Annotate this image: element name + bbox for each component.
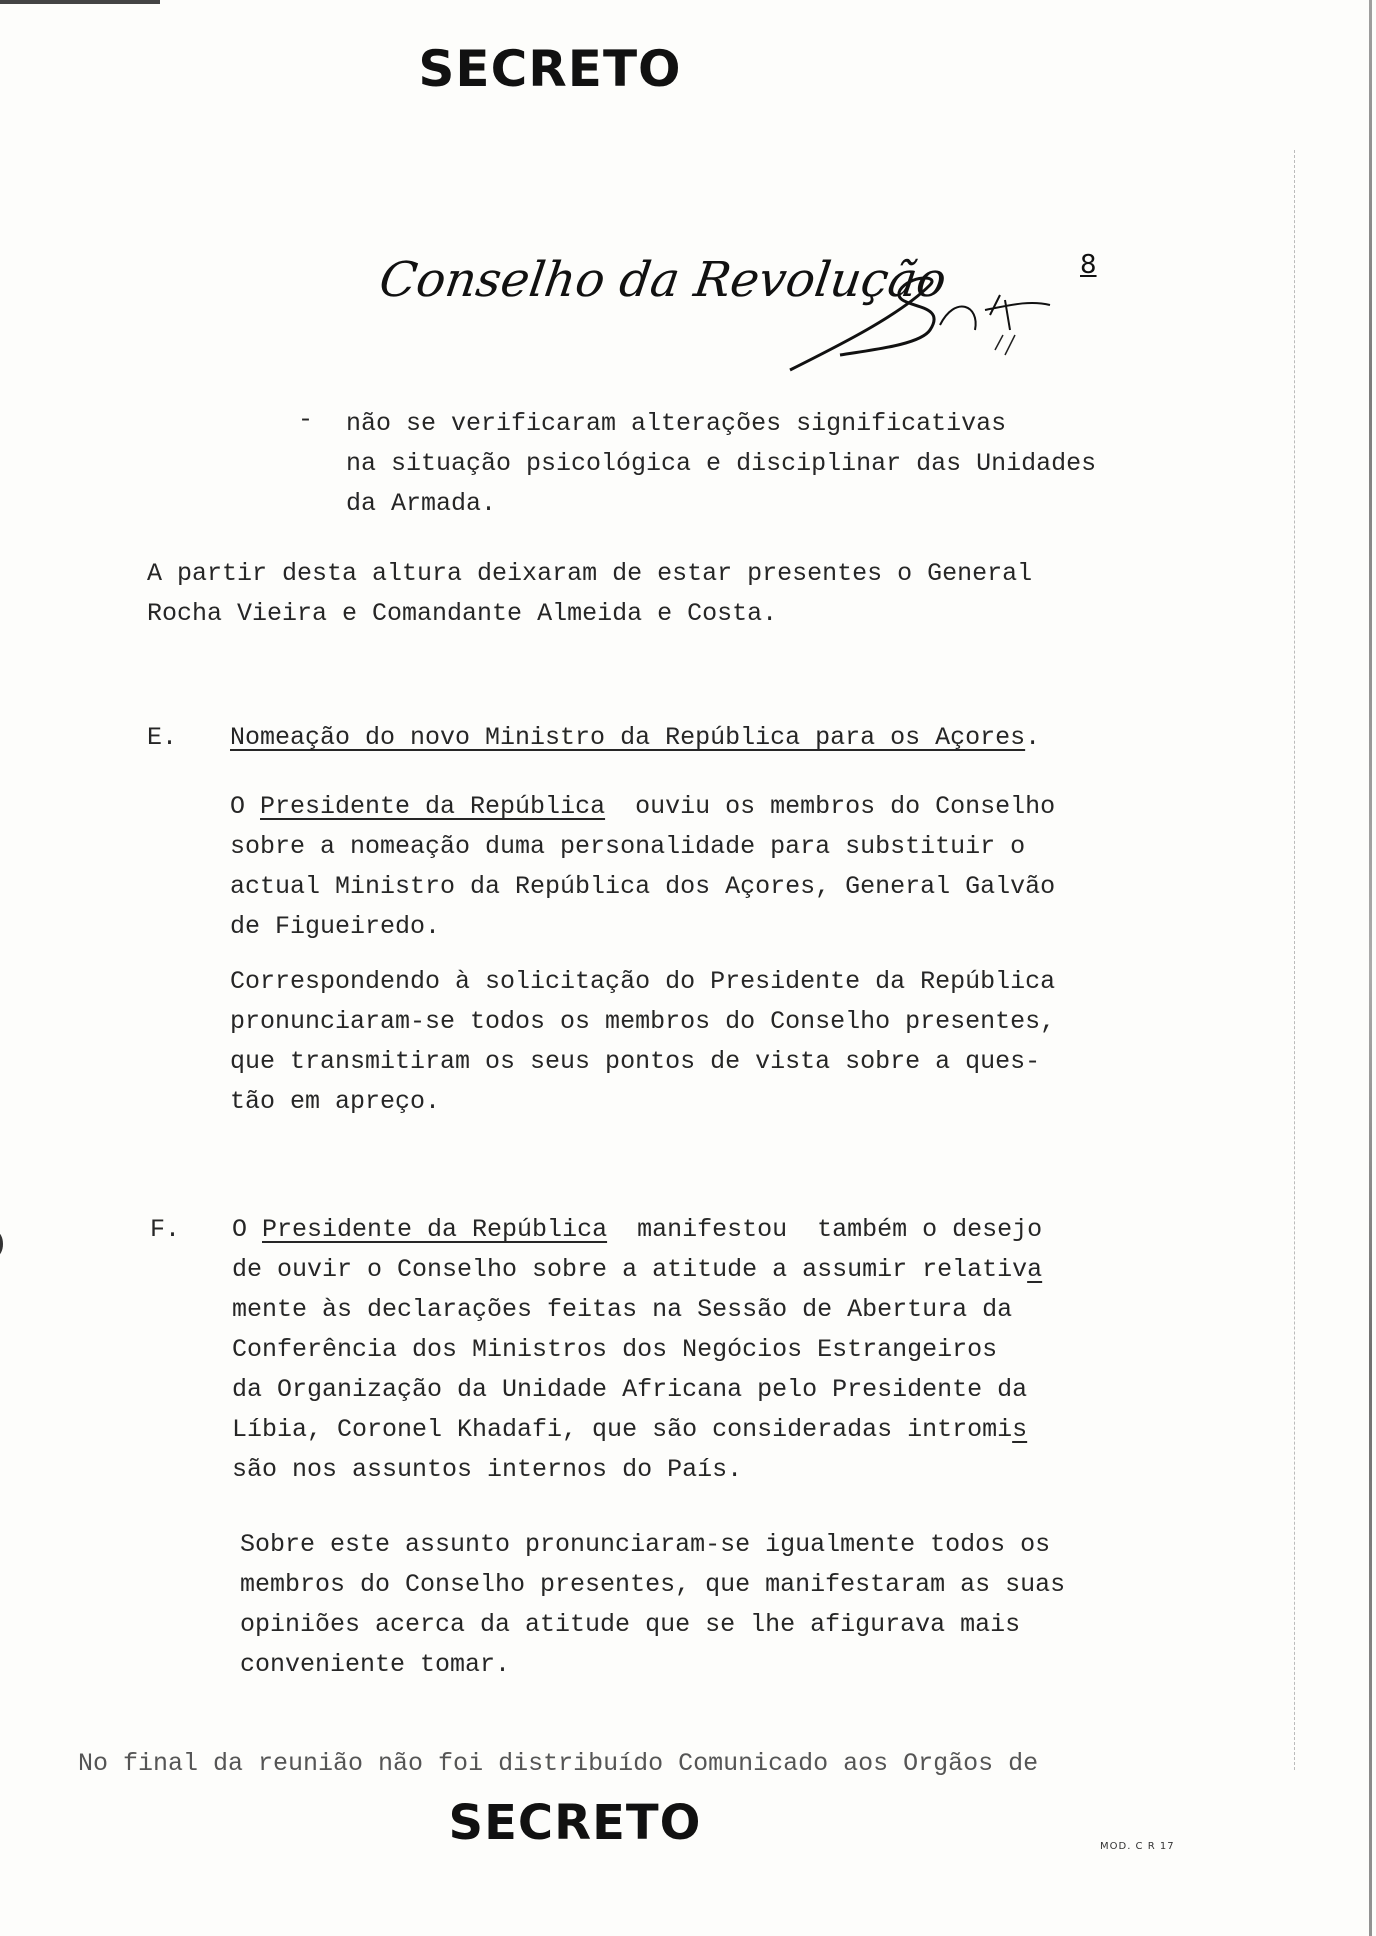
section-e-p1-line-3: actual Ministro da República dos Açores, General Galvão: [230, 872, 1056, 901]
section-f-p2-line-4: conveniente tomar.: [240, 1650, 511, 1679]
closing-line: No final da reunião não foi distribuído Comunicado aos Orgãos de: [78, 1749, 1039, 1778]
section-f-p1-underlined: Presidente da República: [262, 1215, 608, 1244]
classification-stamp-top: SECRETO: [418, 40, 682, 98]
scan-artifact-top: [0, 0, 160, 4]
section-f-p1-prefix: O: [232, 1215, 263, 1244]
page-number: 8: [1080, 250, 1097, 280]
bullet-line-2: na situação psicológica e disciplinar das Unidades: [346, 449, 1097, 478]
section-f-p2-line-1: Sobre este assunto pronunciaram-se igualmente todos os: [240, 1530, 1051, 1559]
bullet-line-1: não se verificaram alterações significativas: [346, 409, 1007, 438]
section-f-p1-line-2: [232, 1250, 1042, 1290]
section-f-p1-line-5: da Organização da Unidade Africana pelo Presidente da: [232, 1375, 1028, 1404]
handwritten-signature: [780, 255, 1080, 385]
section-e-letter: E.: [147, 723, 178, 752]
section-e-p1-prefix: O: [230, 792, 261, 821]
section-f-p2-line-2: membros do Conselho presentes, que manifestaram as suas: [240, 1570, 1066, 1599]
section-f-p1-line-1: [232, 1210, 1042, 1250]
punch-hole-mark: [0, 1232, 3, 1256]
section-f-letter: F.: [150, 1215, 181, 1244]
section-f-p2-line-3: opiniões acerca da atitude que se lhe afigurava mais: [240, 1610, 1021, 1639]
section-e-heading: [230, 718, 1040, 758]
section-f-p1-line-2-underlined: a: [1027, 1255, 1043, 1284]
departure-line-1: A partir desta altura deixaram de estar presentes o General: [147, 559, 1033, 588]
section-e-p2-line-4: tão em apreço.: [230, 1087, 441, 1116]
section-e-p1-suffix: ouviu os membros do Conselho: [605, 792, 1056, 821]
section-e-heading-period: .: [1025, 723, 1041, 752]
section-e-p2-line-2: pronunciaram-se todos os membros do Conselho presentes,: [230, 1007, 1056, 1036]
departure-line-2: Rocha Vieira e Comandante Almeida e Costa.: [147, 599, 778, 628]
section-e-p1-underlined: Presidente da República: [260, 792, 606, 821]
section-f-p1-line-6: [232, 1410, 1027, 1450]
section-e-p2-line-3: que transmitiram os seus pontos de vista sobre a ques-: [230, 1047, 1041, 1076]
section-e-p2-line-1: Correspondendo à solicitação do Presidente da República: [230, 967, 1056, 996]
scan-edge-right: [1369, 0, 1372, 1936]
section-e-heading-text: Nomeação do novo Ministro da República para os Açores: [230, 723, 1026, 752]
section-f-p1-line-2-text: de ouvir o Conselho sobre a atitude a assumir relativ: [232, 1255, 1028, 1284]
section-f-p1-line-4: Conferência dos Ministros dos Negócios Estrangeiros: [232, 1335, 998, 1364]
form-code: MOD. C R 17: [1100, 1841, 1175, 1852]
section-f-p1-line-3: mente às declarações feitas na Sessão de Abertura da: [232, 1295, 1013, 1324]
section-f-p1-line-7: são nos assuntos internos do País.: [232, 1455, 743, 1484]
section-f-p1-line-6-underlined: s: [1012, 1415, 1028, 1444]
classification-stamp-bottom: SECRETO: [448, 1795, 702, 1851]
bullet-marker: -: [298, 405, 314, 434]
bullet-line-3: da Armada.: [346, 489, 497, 518]
scan-speckle-line: [1294, 150, 1296, 1770]
section-e-p1-line-2: sobre a nomeação duma personalidade para substituir o: [230, 832, 1026, 861]
section-e-p1-line-4: de Figueiredo.: [230, 912, 441, 941]
section-f-p1-line-6-text: Líbia, Coronel Khadafi, que são consideradas intromi: [232, 1415, 1013, 1444]
section-f-p1-suffix: manifestou também o desejo: [607, 1215, 1043, 1244]
letterhead-title: Conselho da Revolução: [376, 252, 950, 308]
section-e-p1-line-1: [230, 787, 1055, 827]
